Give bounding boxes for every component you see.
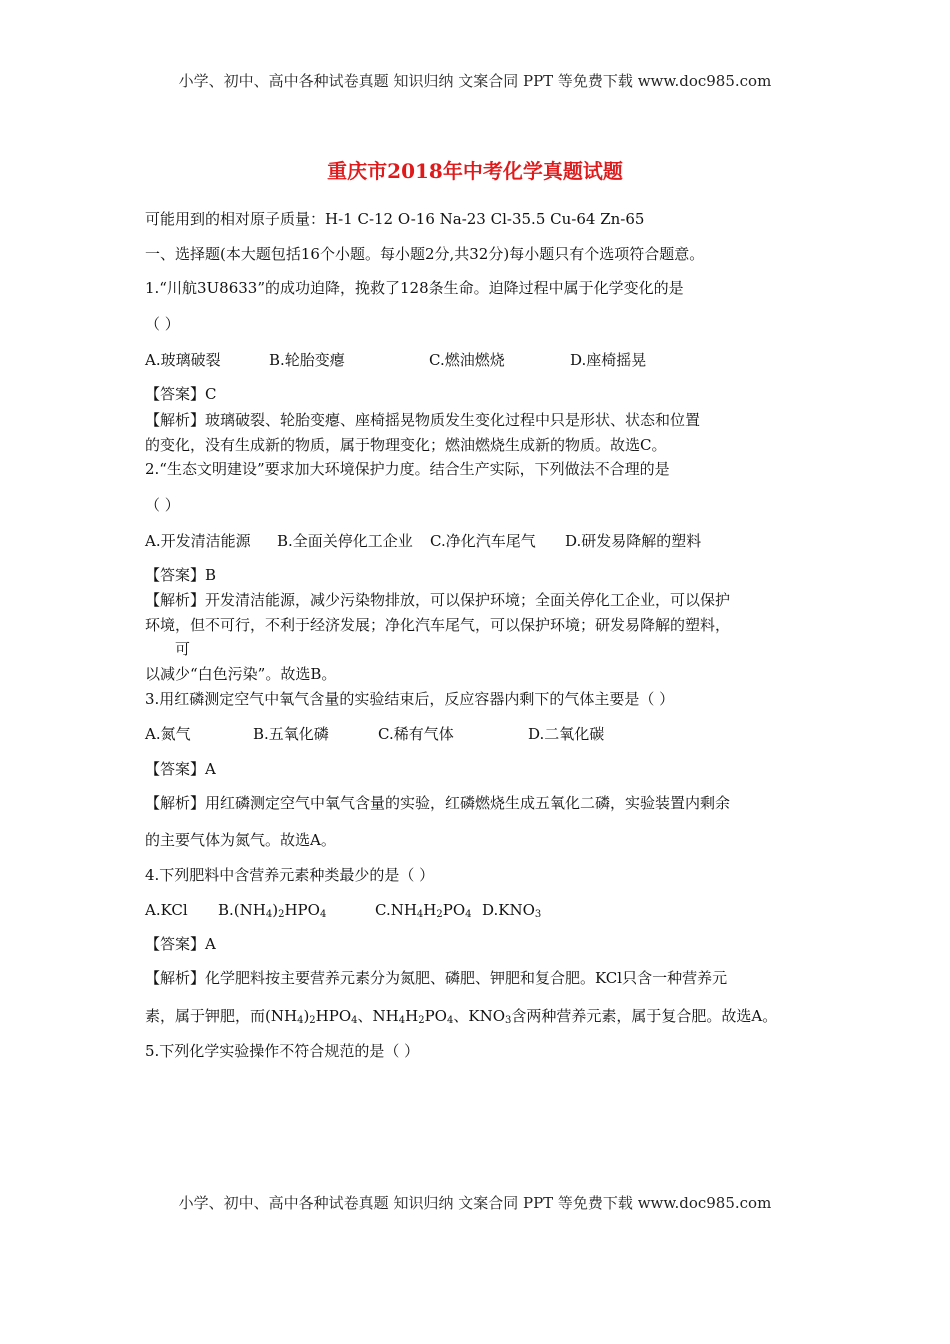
q2-option-d: D.研发易降解的塑料 bbox=[565, 532, 702, 550]
q2-blank: （ ） bbox=[145, 496, 180, 514]
q4-analysis-line2: 素，属于钾肥，而$(NH_4)_2HPO_4$、$NH_4H_2PO_4$、$KNO_3$含两种营养元素，属于复合肥。故选A。 bbox=[145, 1007, 778, 1026]
section-heading: 一、选择题(本大题包括16个小题。每小题2分,共32分)每小题只有个选项符合题意。 bbox=[145, 245, 705, 263]
q1-option-d: D.座椅摇晃 bbox=[570, 351, 647, 369]
q1-stem: 1.“川航3U8633”的成功迫降，挽救了128条生命。迫降过程中属于化学变化的是 bbox=[145, 279, 684, 297]
q3-option-a: A.氮气 bbox=[145, 725, 191, 743]
q2-option-b: B.全面关停化工企业 bbox=[277, 532, 413, 550]
q5-stem: 5.下列化学实验操作不符合规范的是（ ） bbox=[145, 1042, 420, 1060]
atomic-masses: 可能用到的相对原子质量：H-1 C-12 O-16 Na-23 Cl-35.5 Cu-64 Zn-65 bbox=[145, 210, 645, 228]
page-header: 小学、初中、高中各种试卷真题 知识归纳 文案合同 PPT 等免费下载 www.doc985.com bbox=[178, 72, 772, 90]
q1-blank: （ ） bbox=[145, 315, 180, 333]
q2-option-c: C.净化汽车尾气 bbox=[430, 532, 536, 550]
q1-option-b: B.轮胎变瘪 bbox=[269, 351, 345, 369]
q2-analysis-line4: 以减少“白色污染”。故选B。 bbox=[145, 665, 337, 683]
q1-answer: 【答案】C bbox=[145, 385, 217, 403]
q1-analysis-line1: 【解析】玻璃破裂、轮胎变瘪、座椅摇晃物质发生变化过程中只是形状、状态和位置 bbox=[145, 411, 701, 429]
q2-analysis-line3: 可 bbox=[175, 640, 191, 658]
q1-option-a: A.玻璃破裂 bbox=[145, 351, 221, 369]
q3-option-d: D.二氧化碳 bbox=[528, 725, 605, 743]
q3-analysis-line2: 的主要气体为氮气。故选A。 bbox=[145, 831, 336, 849]
q3-analysis-line1: 【解析】用红磷测定空气中氧气含量的实验，红磷燃烧生成五氧化二磷，实验装置内剩余 bbox=[145, 794, 731, 812]
q4-option-d: $D.KNO_3$ bbox=[482, 901, 542, 920]
q1-options bbox=[145, 349, 845, 371]
q4-option-a: A.KCl bbox=[145, 901, 188, 919]
q4-options bbox=[145, 899, 845, 921]
q4-answer: 【答案】A bbox=[145, 935, 216, 953]
q3-options bbox=[145, 723, 845, 745]
q3-option-c: C.稀有气体 bbox=[378, 725, 454, 743]
q4-analysis-line1: 【解析】化学肥料按主要营养元素分为氮肥、磷肥、钾肥和复合肥。KCl只含一种营养元 bbox=[145, 969, 728, 987]
q2-analysis-line1: 【解析】开发清洁能源，减少污染物排放，可以保护环境；全面关停化工企业，可以保护 bbox=[145, 591, 731, 609]
q2-options bbox=[145, 530, 845, 552]
q2-answer: 【答案】B bbox=[145, 566, 217, 584]
q4-stem: 4.下列肥料中含营养元素种类最少的是（ ） bbox=[145, 866, 435, 884]
page-footer: 小学、初中、高中各种试卷真题 知识归纳 文案合同 PPT 等免费下载 www.doc985.com bbox=[178, 1194, 772, 1212]
q3-option-b: B.五氧化磷 bbox=[253, 725, 329, 743]
q4-option-c: $C.NH_4H_2PO_4$ bbox=[375, 901, 472, 920]
q2-stem: 2.“生态文明建设”要求加大环境保护力度。结合生产实际，下列做法不合理的是 bbox=[145, 460, 670, 478]
q2-analysis-line2: 环境，但不可行，不利于经济发展；净化汽车尾气，可以保护环境；研发易降解的塑料， bbox=[145, 616, 731, 634]
q2-option-a: A.开发清洁能源 bbox=[145, 532, 251, 550]
q1-analysis-line2: 的变化，没有生成新的物质，属于物理变化；燃油燃烧生成新的物质。故选C。 bbox=[145, 436, 667, 454]
q4-option-b: $B.(NH_4)_2HPO_4$ bbox=[218, 901, 327, 920]
q1-option-c: C.燃油燃烧 bbox=[429, 351, 505, 369]
q3-stem: 3.用红磷测定空气中氧气含量的实验结束后，反应容器内剩下的气体主要是（ ） bbox=[145, 690, 675, 708]
q3-answer: 【答案】A bbox=[145, 760, 216, 778]
document-title: 重庆市2018年中考化学真题试题 bbox=[327, 159, 623, 183]
